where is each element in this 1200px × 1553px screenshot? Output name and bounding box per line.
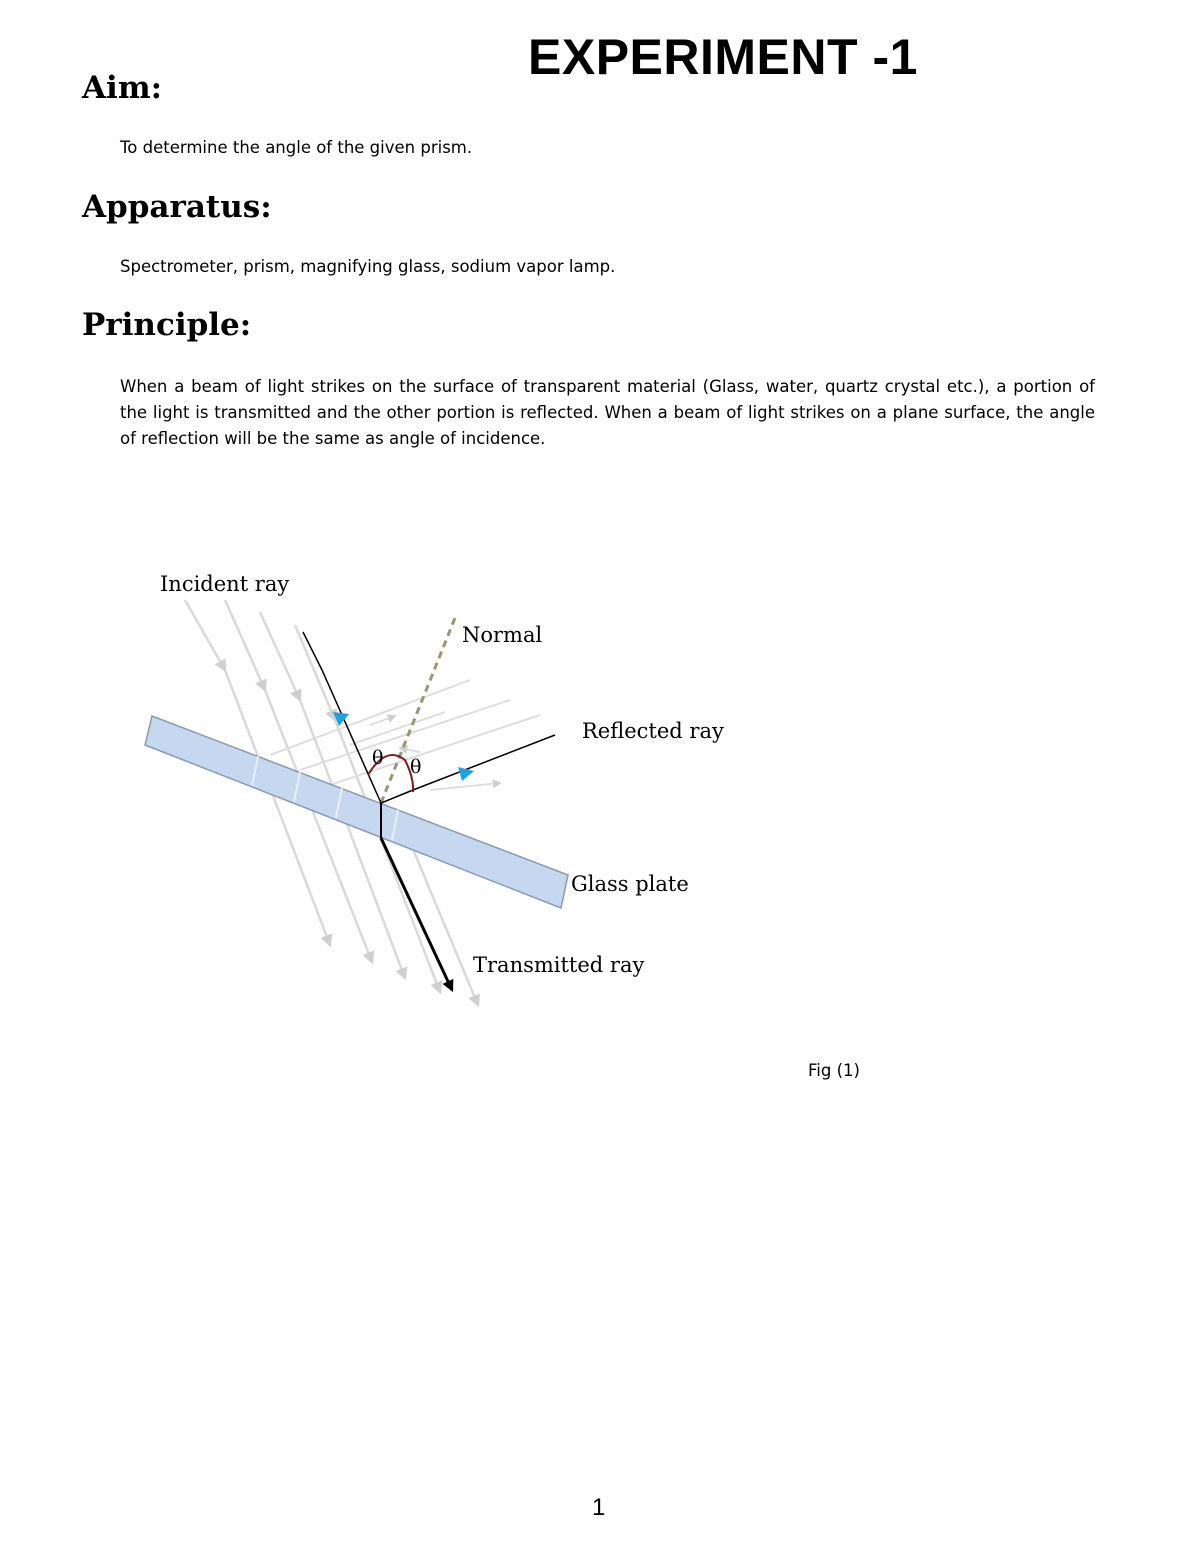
apparatus-heading: Apparatus: (82, 189, 272, 225)
glass-plate (145, 716, 568, 908)
apparatus-text: Spectrometer, prism, magnifying glass, sodium vapor lamp. (120, 257, 616, 276)
reflected-arrow-icon (458, 767, 474, 781)
reflected-ray-label: Reflected ray (582, 719, 724, 743)
incident-ray-label: Incident ray (160, 572, 290, 596)
transmitted-ray-label: Transmitted ray (473, 953, 645, 977)
principle-text: When a beam of light strikes on the surface of transparent material (Glass, water, quartz crystal etc.), a portion of the light is transmitted and the other portion is reflected. When a beam of light strikes on a plane surface, the angle of reflection will be the same as angle of incidence. (120, 377, 1095, 448)
page-title: EXPERIMENT -1 (528, 29, 918, 85)
aim-text: To determine the angle of the given prism. (120, 138, 473, 157)
aim-heading: Aim: (82, 70, 163, 106)
normal-label: Normal (462, 623, 543, 647)
glass-plate-label: Glass plate (571, 872, 689, 896)
background-reflected-rays (270, 680, 540, 790)
theta-reflected-label: θ (410, 756, 422, 778)
theta-incident-label: θ (372, 747, 384, 769)
principle-heading: Principle: (82, 307, 252, 343)
figure-caption: Fig (1) (808, 1061, 860, 1080)
page-number: 1 (592, 1494, 606, 1521)
reflected-ray (381, 735, 555, 803)
